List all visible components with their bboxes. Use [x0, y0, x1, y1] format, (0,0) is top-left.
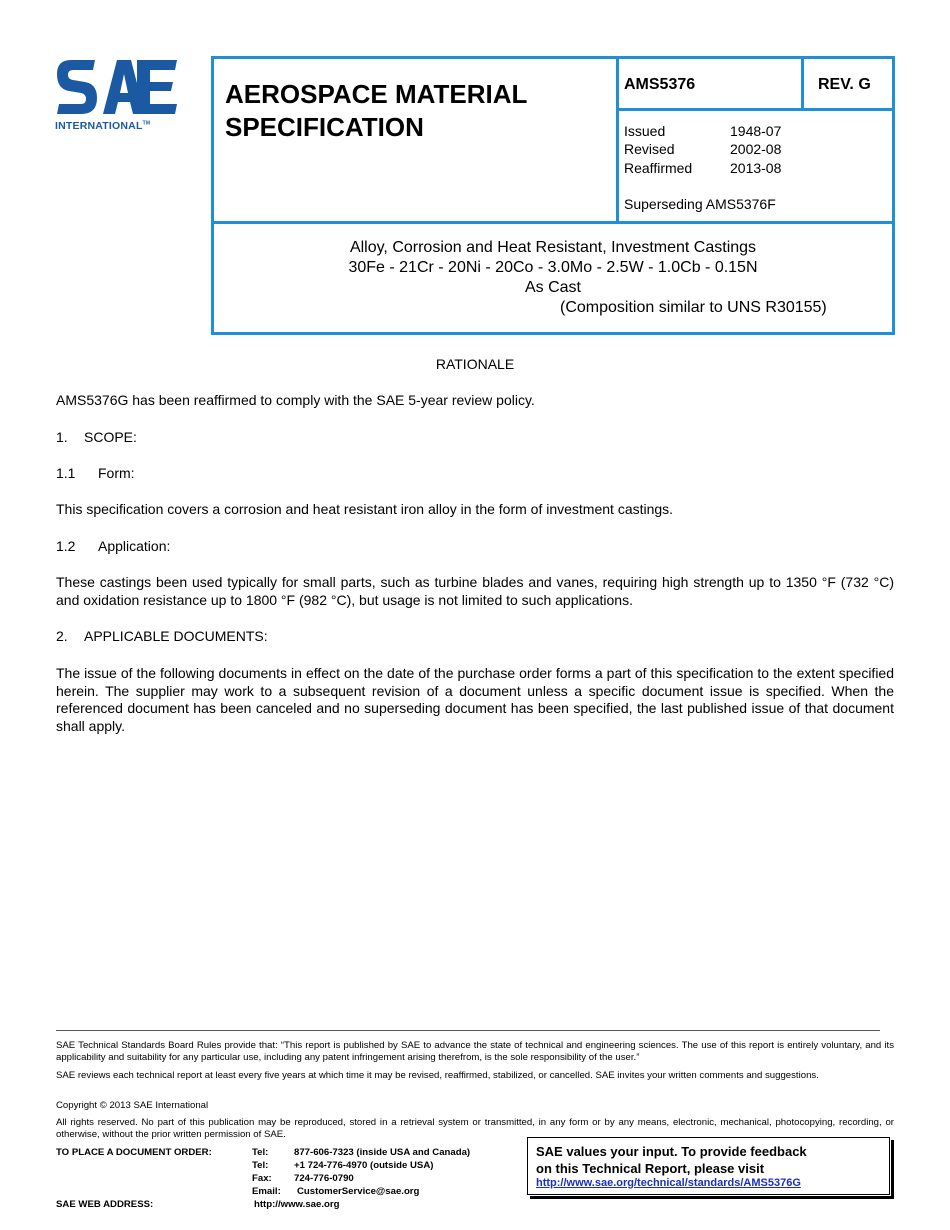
footer-review-policy: SAE reviews each technical report at least every five years at which time it may be revised, reaffirmed, stabilized, or cancelled. SAE invites your written comments and suggestions. — [56, 1070, 819, 1081]
footer-divider — [56, 1030, 880, 1031]
section-1-1-heading: 1.1 Form: — [56, 465, 135, 481]
feedback-text: SAE values your input. To provide feedback on this Technical Report, please visit — [536, 1144, 807, 1176]
section-1-2-heading: 1.2 Application: — [56, 538, 171, 554]
superseding-note: Superseding AMS5376F — [624, 196, 776, 212]
doc-title-condition: As Cast — [524, 279, 581, 296]
footer-copyright: Copyright © 2013 SAE International — [56, 1100, 209, 1111]
spec-type-title: AEROSPACE MATERIAL SPECIFICATION — [225, 79, 528, 142]
rationale-text: AMS5376G has been reaffirmed to comply with the SAE 5-year review policy. — [56, 392, 535, 408]
feedback-link[interactable]: http://www.sae.org/technical/standards/AMS5376G — [536, 1177, 801, 1189]
web-address-label: SAE WEB ADDRESS: — [56, 1199, 154, 1210]
section-2-heading: 2. APPLICABLE DOCUMENTS: — [56, 628, 268, 644]
doc-title-composition: 30Fe - 21Cr - 20Ni - 20Co - 3.0Mo - 2.5W - 1.0Cb - 0.15N — [348, 259, 758, 276]
section-1-2-text: These castings been used typically for small parts, such as turbine blades and vanes, requiring high strength up to 1350 °F (732 °C) and oxidation resistance up to 1800 °F (982 °C), but usage is not limited to such applications. — [56, 574, 894, 608]
doc-title-uns: (Composition similar to UNS R30155) — [560, 299, 827, 316]
section-2-text: The issue of the following documents in effect on the date of the purchase order forms a part of this specification to the extent specified herein. The supplier may work to a subsequent revision of a document unless a specific document issue is specified. When the referenced document has been canceled and no superseding document has been specified, the last published issue of that document shall apply. — [56, 665, 894, 734]
document-number: AMS5376 — [624, 76, 696, 93]
footer-rights: All rights reserved. No part of this publication may be reproduced, stored in a retrieval system or transmitted, in any form or by any means, electronic, mechanical, photocopying, recording, or otherwise, without the prior written permission of SAE. — [56, 1117, 894, 1140]
section-1-1-text: This specification covers a corrosion and heat resistant iron alloy in the form of investment castings. — [56, 501, 674, 517]
revised-date-row: Revised 2002-08 — [624, 141, 782, 157]
logo-tagline: INTERNATIONAL™ — [55, 120, 151, 132]
contact-tel-2: Tel: +1 724-776-4970 (outside USA) — [252, 1160, 434, 1171]
revision-label: REV. G — [818, 76, 871, 93]
order-label: TO PLACE A DOCUMENT ORDER: — [56, 1147, 212, 1158]
rationale-heading: RATIONALE — [435, 356, 515, 372]
web-address-link[interactable]: http://www.sae.org — [254, 1199, 340, 1210]
issued-date-row: Issued 1948-07 — [624, 123, 782, 139]
footer-board-rules: SAE Technical Standards Board Rules provide that: “This report is published by SAE to advance the state of technical and engineering sciences. The use of this report is entirely voluntary, and its applicability and suitability for any particular use, including any patent infringement arising therefrom, is the sole responsibility of the user.” — [56, 1040, 894, 1063]
contact-fax: Fax: 724-776-0790 — [252, 1173, 354, 1184]
contact-email[interactable]: Email: CustomerService@sae.org — [252, 1186, 420, 1197]
doc-title-line: Alloy, Corrosion and Heat Resistant, Investment Castings — [349, 239, 757, 256]
section-1-heading: 1. SCOPE: — [56, 429, 137, 445]
reaffirmed-date-row: Reaffirmed 2013-08 — [624, 160, 782, 176]
feedback-box — [527, 1137, 890, 1195]
contact-tel-1: Tel: 877-606-7323 (inside USA and Canada) — [252, 1147, 471, 1158]
